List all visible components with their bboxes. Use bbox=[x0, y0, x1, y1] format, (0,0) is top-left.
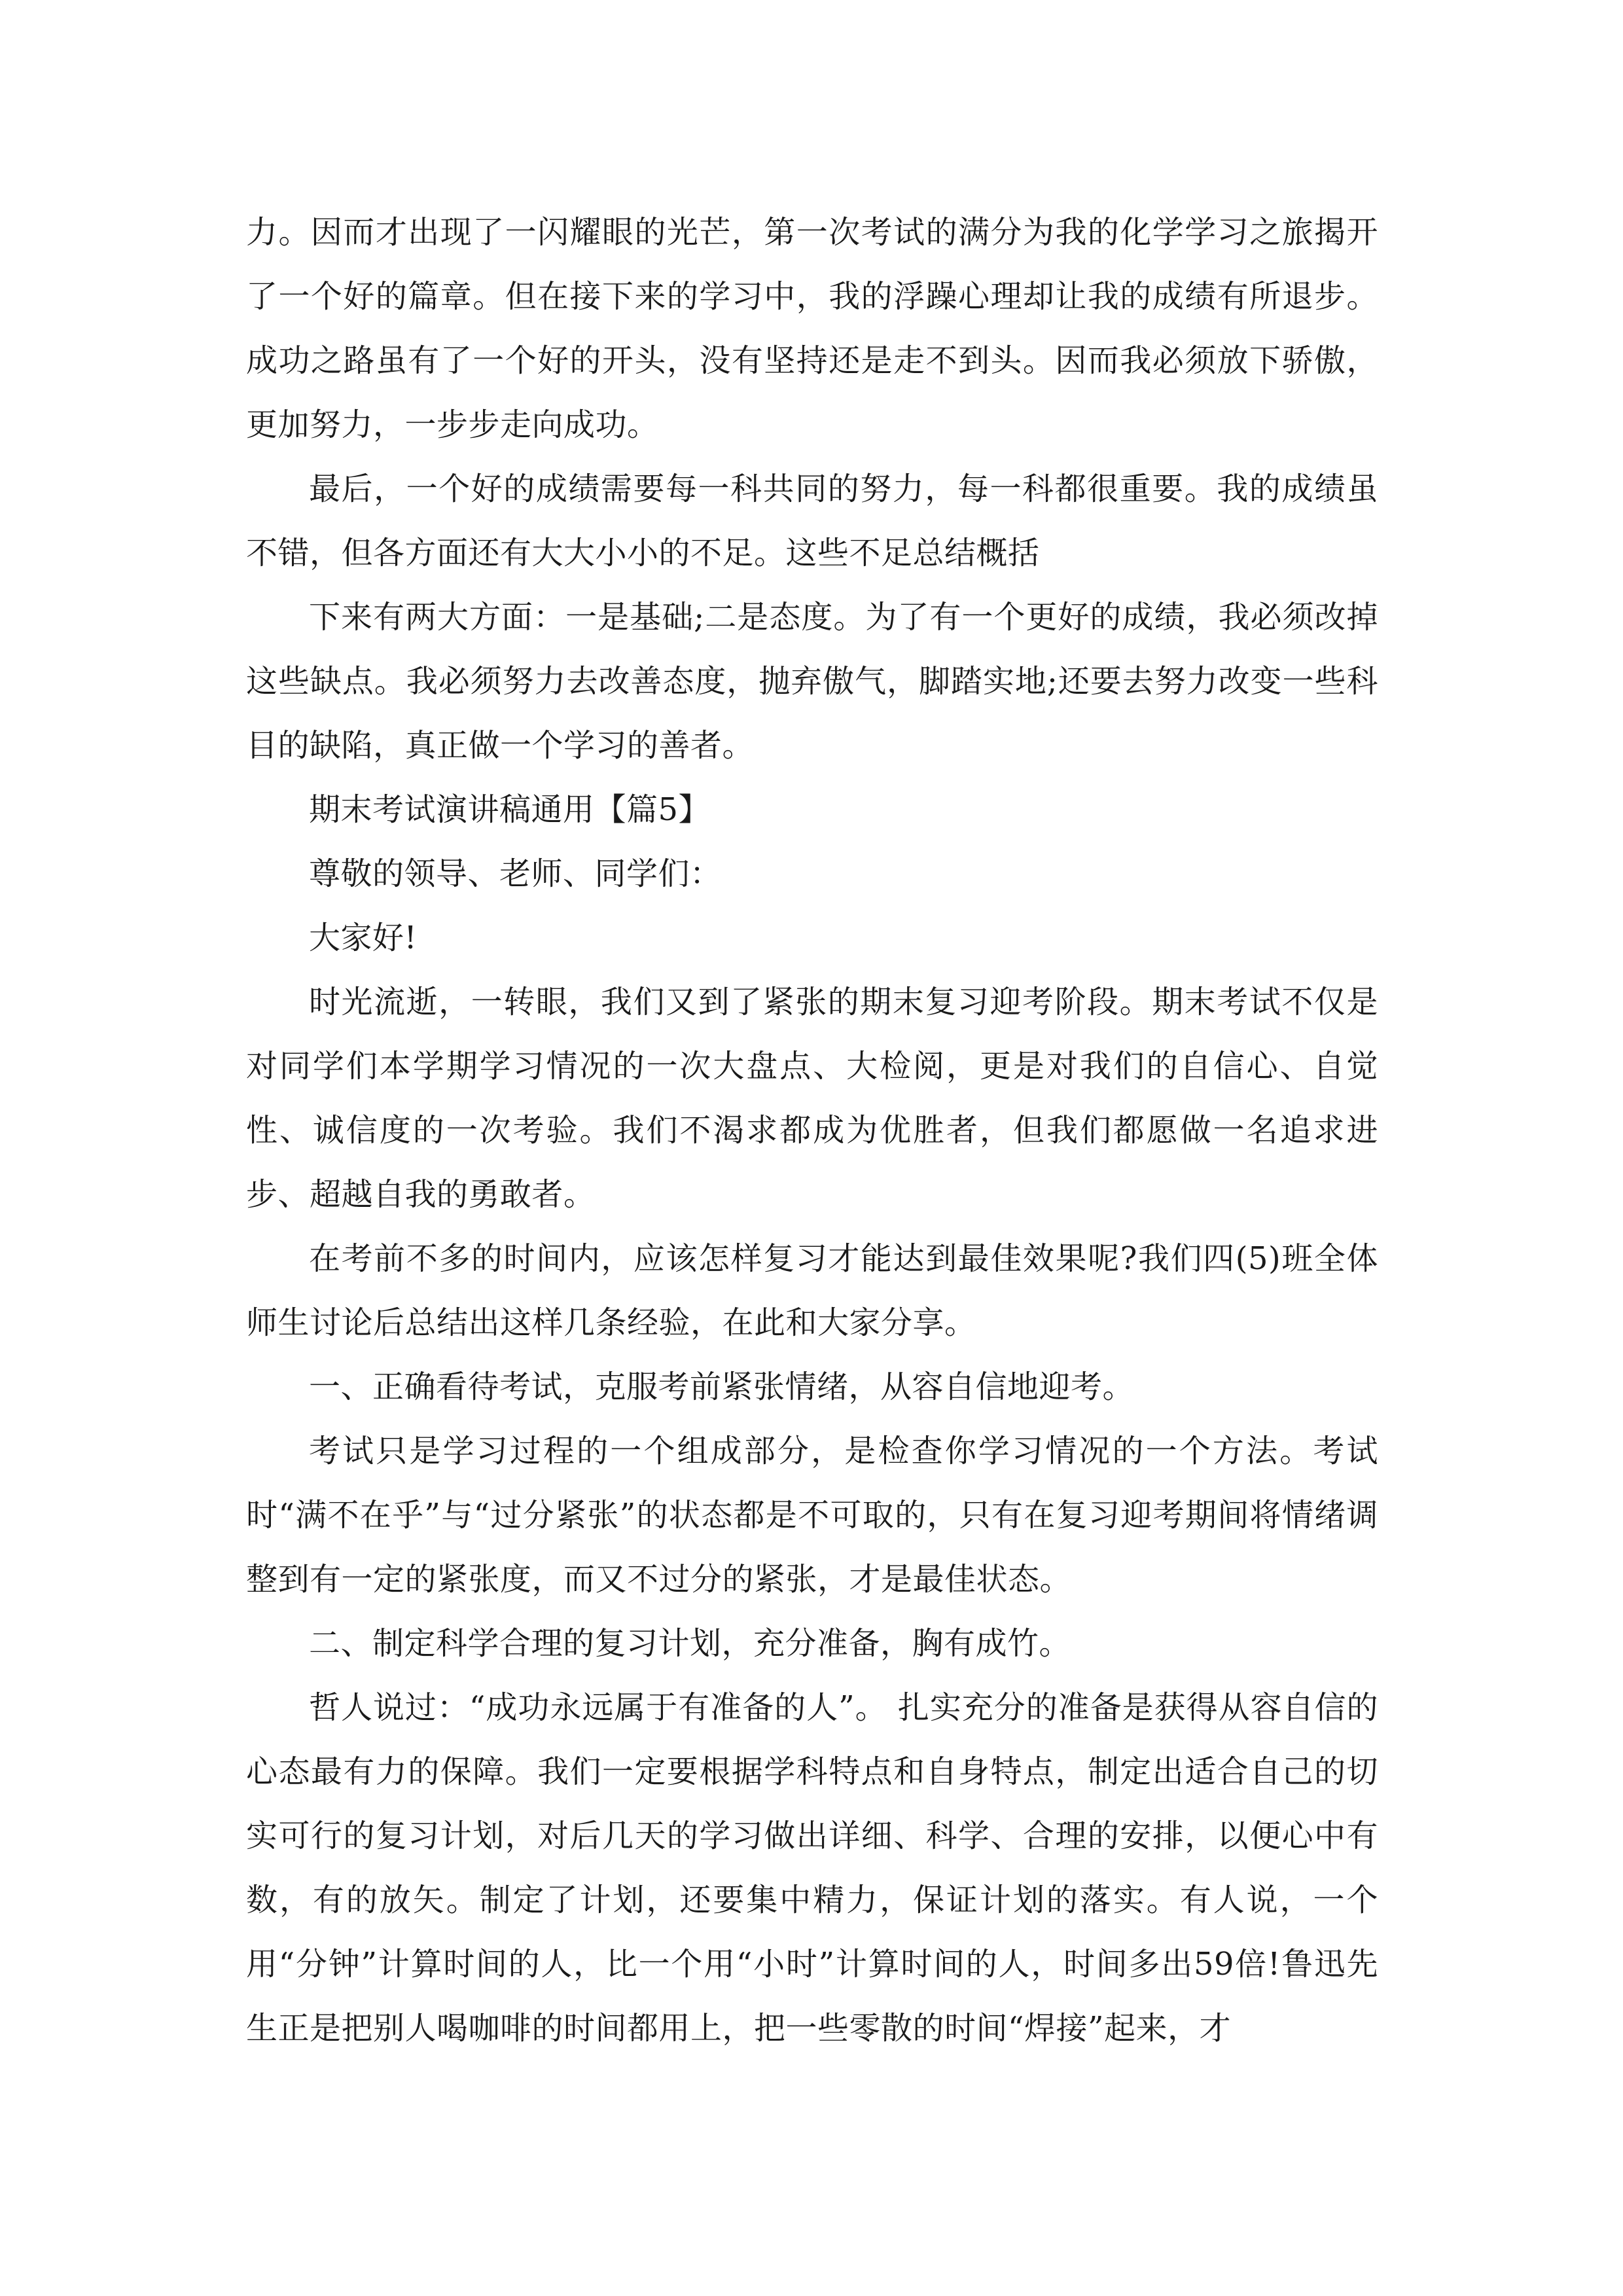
paragraph-2: 最后，一个好的成绩需要每一科共同的努力，每一科都很重要。我的成绩虽不错，但各方面还有大大小小的不足。这些不足总结概括 bbox=[246, 471, 1378, 571]
greeting: 大家好! bbox=[309, 920, 418, 956]
point-two-heading: 二、制定科学合理的复习计划，充分准备，胸有成竹。 bbox=[309, 1625, 1071, 1662]
paragraph-3: 下来有两大方面：一是基础;二是态度。为了有一个更好的成绩，我必须改掉这些缺点。我必须努力去改善态度，抛弃傲气，脚踏实地;还要去努力改变一些科目的缺陷，真正做一个学习的善者。 bbox=[246, 599, 1378, 764]
document-body bbox=[246, 200, 1378, 2060]
paragraph-10: 考试只是学习过程的一个组成部分，是检查你学习情况的一个方法。考试时“满不在乎”与“过分紧张”的状态都是不可取的，只有在复习迎考期间将情绪调整到有一定的紧张度，而又不过分的紧张，才是最佳状态。 bbox=[246, 1433, 1378, 1598]
salutation: 尊敬的领导、老师、同学们： bbox=[309, 855, 722, 892]
section-heading: 期末考试演讲稿通用【篇5】 bbox=[309, 791, 711, 828]
point-one-heading: 一、正确看待考试，克服考前紧张情绪，从容自信地迎考。 bbox=[309, 1369, 1135, 1405]
paragraph-1: 力。因而才出现了一闪耀眼的光芒，第一次考试的满分为我的化学学习之旅揭开了一个好的篇章。但在接下来的学习中，我的浮躁心理却让我的成绩有所退步。成功之路虽有了一个好的开头，没有坚持还是走不到头。因而我必须放下骄傲，更加努力，一步步走向成功。 bbox=[246, 214, 1378, 443]
paragraph-12: 哲人说过：“成功永远属于有准备的人”。 扎实充分的准备是获得从容自信的心态最有力的保障。我们一定要根据学科特点和自身特点，制定出适合自己的切实可行的复习计划，对后几天的学习做出详细、科学、合理的安排，以便心中有数，有的放矢。制定了计划，还要集中精力，保证计划的落实。有人说，一个用“分钟”计算时间的人，比一个用“小时”计算时间的人，时间多出59倍!鲁迅先生正是把别人喝咖啡的时间都用上，把一些零散的时间“焊接”起来，才 bbox=[246, 1689, 1378, 2047]
paragraph-8: 在考前不多的时间内，应该怎样复习才能达到最佳效果呢?我们四(5)班全体师生讨论后总结出这样几条经验，在此和大家分享。 bbox=[246, 1240, 1378, 1341]
paragraph-7: 时光流逝，一转眼，我们又到了紧张的期末复习迎考阶段。期末考试不仅是对同学们本学期学习情况的一次大盘点、大检阅，更是对我们的自信心、自觉性、诚信度的一次考验。我们不渴求都成为优胜者，但我们都愿做一名追求进步、超越自我的勇敢者。 bbox=[246, 984, 1378, 1213]
